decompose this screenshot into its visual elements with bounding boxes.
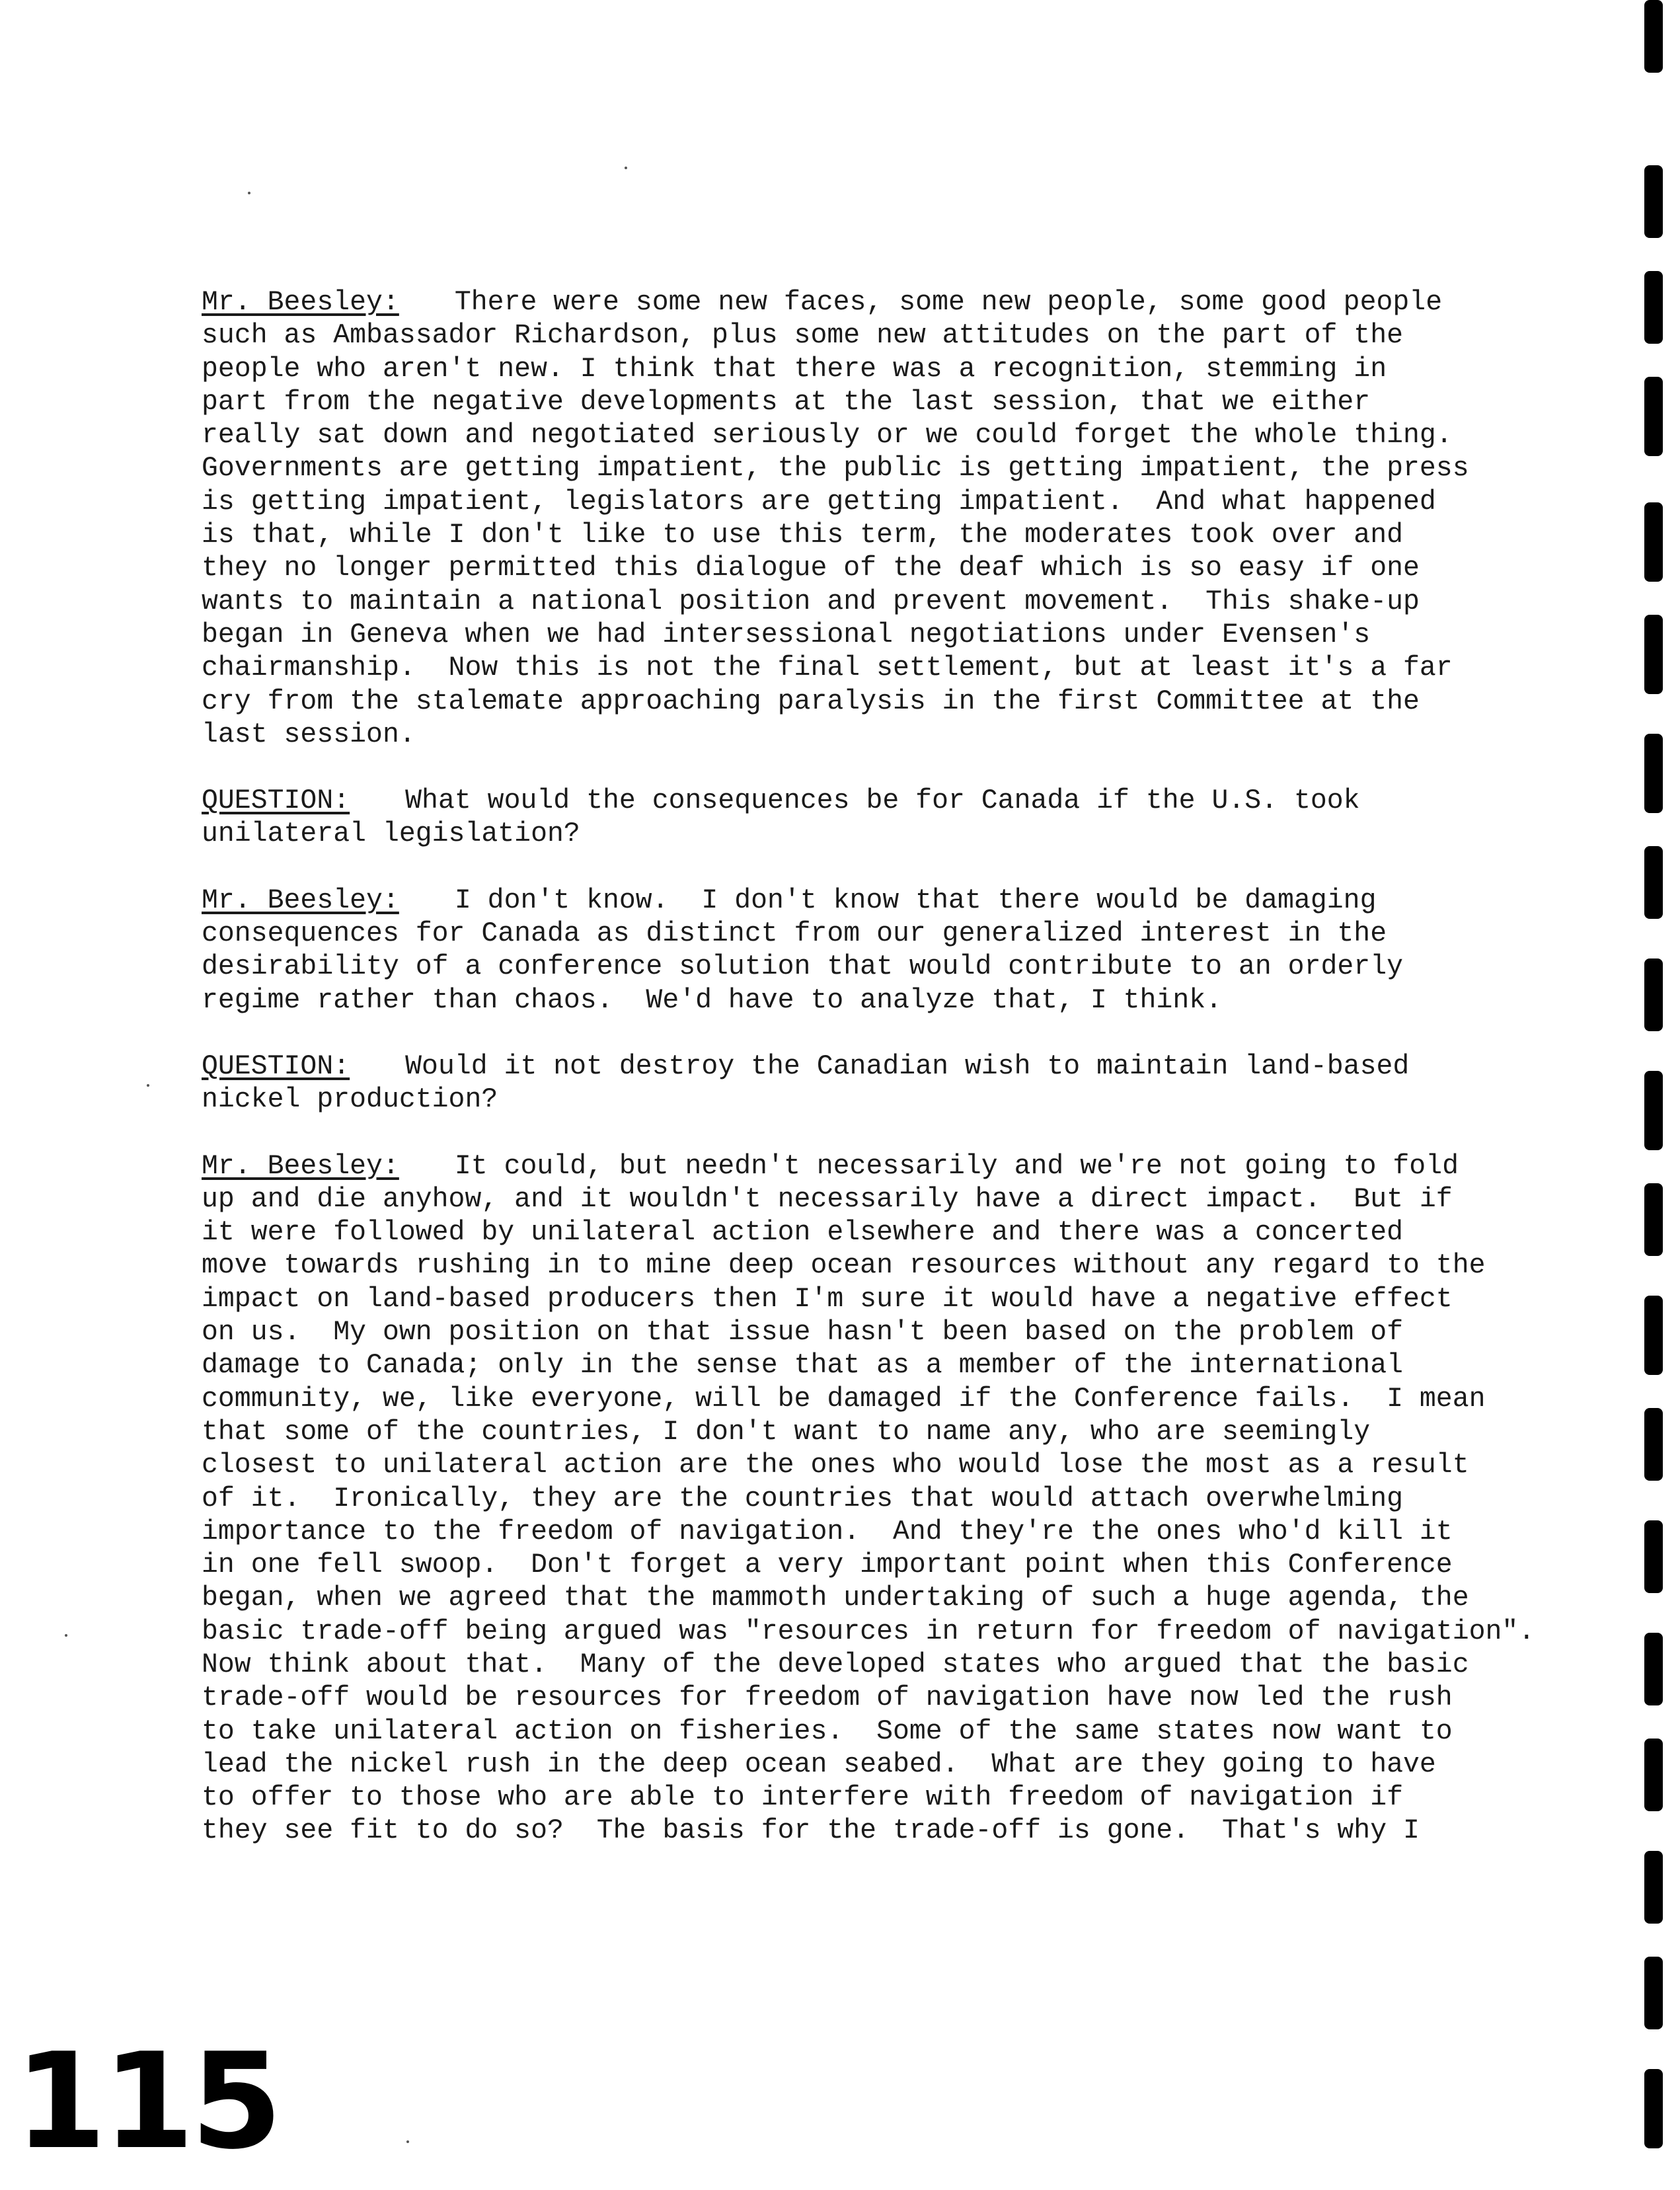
binding-hole — [1644, 1633, 1663, 1705]
transcript-paragraph — [202, 785, 1537, 851]
paragraph-line: impact on land-based producers then I'm sure it would have a negative effect — [202, 1283, 1453, 1315]
binding-hole — [1644, 1520, 1663, 1593]
paragraph-line: community, we, like everyone, will be damaged if the Conference fails. I mean — [202, 1383, 1486, 1415]
line-text: There were some new faces, some new people, some good people — [454, 287, 1443, 318]
binding-holes — [1644, 0, 1671, 2190]
paragraph-line: up and die anyhow, and it wouldn't necessarily have a direct impact. But if — [202, 1183, 1453, 1215]
speaker-label: QUESTION: — [202, 1050, 350, 1082]
binding-hole — [1644, 0, 1663, 73]
scan-speck — [248, 192, 250, 194]
transcript-paragraph — [202, 1150, 1537, 1848]
paragraph-line: in one fell swoop. Don't forget a very important point when this Conference — [202, 1549, 1453, 1581]
paragraph-line: began, when we agreed that the mammoth undertaking of such a huge agenda, the — [202, 1583, 1469, 1614]
paragraph-line: basic trade-off being argued was "resources in return for freedom of navigation". — [202, 1616, 1535, 1647]
paragraph-line: wants to maintain a national position and prevent movement. This shake-up — [202, 586, 1420, 617]
binding-hole — [1644, 377, 1663, 456]
paragraph-line: unilateral legislation? — [202, 818, 580, 850]
paragraph-line: people who aren't new. I think that there was a recognition, stemming in — [202, 353, 1387, 385]
binding-hole — [1644, 1071, 1663, 1150]
paragraph-line: desirability of a conference solution that would contribute to an orderly — [202, 951, 1403, 983]
binding-hole — [1644, 165, 1663, 238]
speaker-label: Mr. Beesley: — [202, 287, 399, 318]
paragraph-line — [202, 1050, 1537, 1083]
paragraph-line — [202, 1150, 1537, 1183]
paragraph-line: began in Geneva when we had intersessional negotiations under Evensen's — [202, 619, 1371, 650]
paragraph-line: closest to unilateral action are the ones who would lose the most as a result — [202, 1450, 1469, 1481]
paragraph-line: really sat down and negotiated seriously or we could forget the whole thing. — [202, 420, 1453, 451]
paragraph-line: it were followed by unilateral action elsewhere and there was a concerted — [202, 1217, 1403, 1249]
paragraph-line: trade-off would be resources for freedom of navigation have now led the rush — [202, 1682, 1453, 1714]
scan-speck — [406, 2140, 409, 2143]
binding-hole — [1644, 502, 1663, 582]
paragraph-line: they see fit to do so? The basis for the trade-off is gone. That's why I — [202, 1815, 1420, 1847]
paragraph-line: is getting impatient, legislators are getting impatient. And what happened — [202, 486, 1436, 518]
paragraph-line: lead the nickel rush in the deep ocean seabed. What are they going to have — [202, 1748, 1436, 1780]
binding-hole — [1644, 1183, 1663, 1256]
paragraph-line: importance to the freedom of navigation. And they're the ones who'd kill it — [202, 1516, 1453, 1547]
scan-speck — [625, 167, 627, 169]
binding-hole — [1644, 846, 1663, 919]
paragraph-line: nickel production? — [202, 1084, 498, 1116]
paragraph-line: Now think about that. Many of the developed states who argued that the basic — [202, 1649, 1469, 1680]
paragraph-line: damage to Canada; only in the sense that as a member of the international — [202, 1350, 1403, 1382]
binding-hole — [1644, 2069, 1663, 2148]
paragraph-line — [202, 286, 1537, 319]
binding-hole — [1644, 1851, 1663, 1924]
binding-hole — [1644, 1296, 1663, 1375]
paragraph-line — [202, 884, 1537, 918]
line-text: Would it not destroy the Canadian wish to maintain land-based — [405, 1050, 1410, 1082]
paragraph-line: consequences for Canada as distinct from our generalized interest in the — [202, 918, 1387, 950]
speaker-label: Mr. Beesley: — [202, 884, 399, 916]
paragraph-line: regime rather than chaos. We'd have to analyze that, I think. — [202, 984, 1223, 1016]
paragraph-line: part from the negative developments at the last session, that we either — [202, 386, 1371, 418]
line-text: What would the consequences be for Canada if the U.S. took — [405, 785, 1360, 817]
paragraph-line: to take unilateral action on fisheries. Some of the same states now want to — [202, 1715, 1453, 1747]
paragraph-line: of it. Ironically, they are the countries that would attach overwhelming — [202, 1483, 1403, 1514]
page-number: 115 — [15, 2025, 279, 2179]
paragraph-line: chairmanship. Now this is not the final settlement, but at least it's a far — [202, 652, 1453, 684]
paragraph-line: to offer to those who are able to interfere with freedom of navigation if — [202, 1782, 1403, 1814]
speaker-label: QUESTION: — [202, 785, 350, 817]
binding-hole — [1644, 271, 1663, 344]
paragraph-line: on us. My own position on that issue hasn't been based on the problem of — [202, 1317, 1403, 1349]
transcript-paragraph — [202, 1050, 1537, 1117]
paragraph-line — [202, 785, 1537, 818]
paragraph-line: cry from the stalemate approaching paralysis in the first Committee at the — [202, 685, 1420, 717]
line-text: I don't know. I don't know that there would be damaging — [454, 884, 1377, 916]
binding-hole — [1644, 1408, 1663, 1481]
transcript-paragraph — [202, 884, 1537, 1017]
binding-hole — [1644, 615, 1663, 694]
speaker-label: Mr. Beesley: — [202, 1150, 399, 1182]
paragraph-line: that some of the countries, I don't want to name any, who are seemingly — [202, 1416, 1371, 1448]
paragraph-line: Governments are getting impatient, the public is getting impatient, the press — [202, 453, 1469, 485]
binding-hole — [1644, 958, 1663, 1031]
line-text: It could, but needn't necessarily and we're not going to fold — [454, 1150, 1459, 1182]
transcript-body — [202, 286, 1537, 1881]
paragraph-line: move towards rushing in to mine deep ocean resources without any regard to the — [202, 1250, 1486, 1282]
scan-speck — [65, 1634, 67, 1637]
paragraph-line: they no longer permitted this dialogue of the deaf which is so easy if one — [202, 553, 1420, 584]
binding-hole — [1644, 1957, 1663, 2029]
binding-hole — [1644, 734, 1663, 813]
binding-hole — [1644, 1739, 1663, 1811]
scan-speck — [147, 1084, 149, 1087]
transcript-paragraph — [202, 286, 1537, 752]
paragraph-line: last session. — [202, 719, 416, 750]
paragraph-line: is that, while I don't like to use this term, the moderates took over and — [202, 520, 1403, 551]
paragraph-line: such as Ambassador Richardson, plus some new attitudes on the part of the — [202, 320, 1403, 352]
